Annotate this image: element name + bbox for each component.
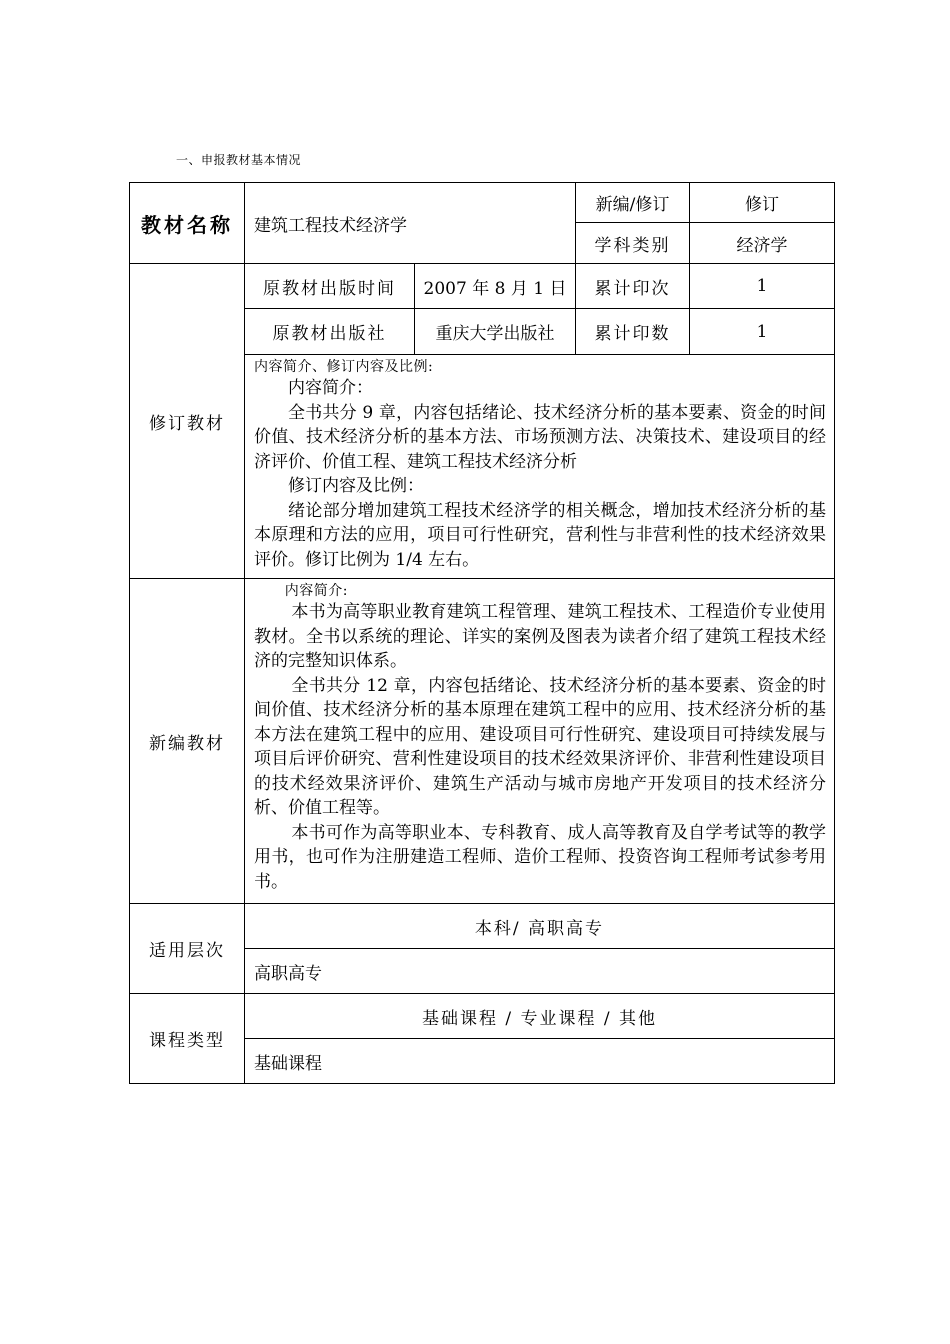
orig-date-value: 2007 年 8 月 1 日 (415, 264, 576, 309)
print-times-label: 累计印次 (576, 264, 690, 309)
revision-intro-text: 全书共分 9 章，内容包括绪论、技术经济分析的基本要素、资金的时间价值、技术经济分析的基本方法、市场预测方法、决策技术、建设项目的经济评价、价值工程、建筑工程技术经济分析 (254, 402, 826, 472)
revision-label: 修订教材 (130, 264, 245, 579)
print-count-label: 累计印数 (576, 309, 690, 355)
course-type-options: 基础课程 / 专业课程 / 其他 (245, 994, 835, 1039)
new-edition-para-1: 本书为高等职业教育建筑工程管理、建筑工程技术、工程造价专业使用教材。全书以系统的理论、详实的案例及图表为读者介绍了建筑工程技术经济的完整知识体系。 (254, 602, 826, 671)
revision-change-title: 修订内容及比例： (288, 476, 424, 496)
new-edition-section-title: 内容简介: (284, 583, 349, 599)
subject-value: 经济学 (690, 223, 835, 264)
revision-content (245, 355, 835, 579)
level-options: 本科/ 高职高专 (245, 904, 835, 949)
course-type-label: 课程类型 (130, 994, 245, 1084)
subject-label: 学科类别 (576, 223, 690, 264)
book-name-value: 建筑工程技术经济学 (245, 183, 576, 264)
print-times-value: 1 (690, 264, 835, 309)
new-edition-content (245, 579, 835, 904)
print-count-value: 1 (690, 309, 835, 355)
orig-publisher-label: 原教材出版社 (245, 309, 415, 355)
revision-change-text: 绪论部分增加建筑工程技术经济学的相关概念，增加技术经济分析的基本原理和方法的应用，项目可行性研究，营利性与非营利性的技术经济效果评价。修订比例为 1/4 左右。 (254, 500, 826, 570)
textbook-info-table (129, 182, 835, 1084)
new-edition-para-2: 全书共分 12 章，内容包括绪论、技术经济分析的基本要素、资金的时间价值、技术经济分析的基本原理在建筑工程中的应用、技术经济分析的基本方法在建筑工程中的应用、建设项目可行性研究、建设项目可持续发展与项目后评价研究、营利性建设项目的技术经效果济评价、非营利性建设项目的技术经效果济评价、建筑生产活动与城市房地产开发项目的技术经济分析、价值工程等。 (254, 675, 826, 818)
course-type-value: 基础课程 (245, 1039, 835, 1084)
new-edition-para-3: 本书可作为高等职业本、专科教育、成人高等教育及自学考试等的教学用书，也可作为注册建造工程师、造价工程师、投资咨询工程师考试参考用书。 (254, 822, 826, 892)
book-name-label: 教材名称 (130, 183, 245, 264)
orig-date-label: 原教材出版时间 (245, 264, 415, 309)
edit-type-label: 新编/修订 (576, 183, 690, 223)
level-label: 适用层次 (130, 904, 245, 994)
edit-type-value: 修订 (690, 183, 835, 223)
section-heading: 一、申报教材基本情况 (176, 153, 302, 167)
level-value: 高职高专 (245, 949, 835, 994)
new-edition-label: 新编教材 (130, 579, 245, 904)
revision-intro-title: 内容简介： (288, 378, 373, 398)
orig-publisher-value: 重庆大学出版社 (415, 309, 576, 355)
revision-section-title: 内容简介、修订内容及比例: (254, 359, 434, 375)
